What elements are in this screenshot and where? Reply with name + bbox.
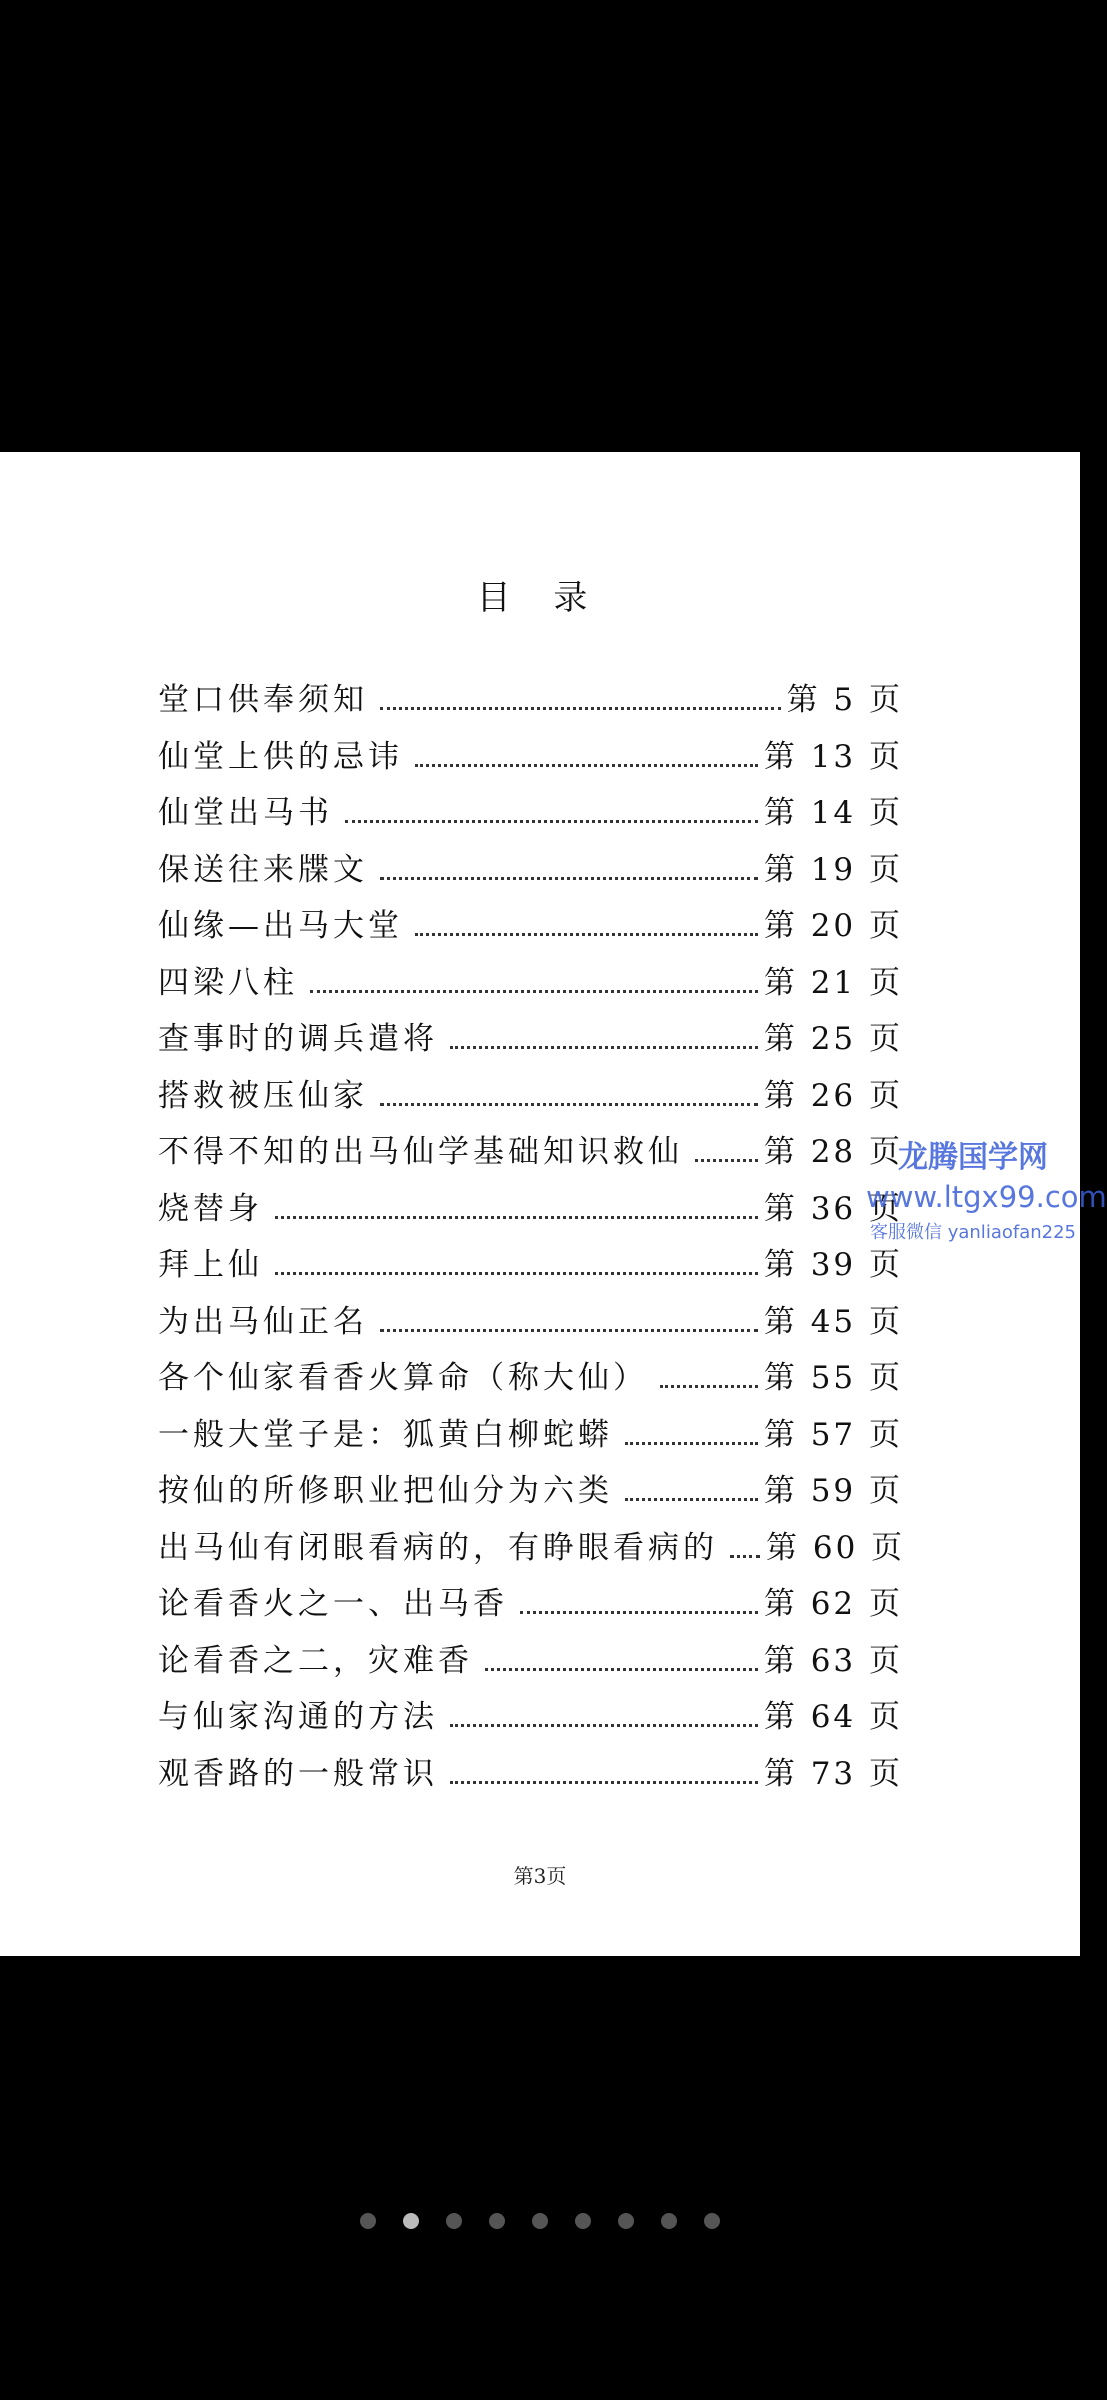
toc-entry-page: 第 64 页: [763, 1699, 903, 1735]
pager-dot[interactable]: [532, 2213, 548, 2229]
toc-entry-page: 第 45 页: [763, 1303, 903, 1340]
toc-entry-page: 第 28 页: [763, 1134, 903, 1170]
toc-entry-title: 查事时的调兵遣将: [158, 1021, 438, 1057]
page-indicator: [0, 2213, 1080, 2229]
toc-entry-title: 拜上仙: [158, 1247, 263, 1283]
toc-leader-dots: [275, 1216, 758, 1219]
toc-entry: [158, 1465, 903, 1522]
toc-entry-page: 第 26 页: [763, 1077, 903, 1114]
toc-entry-page: 第 57 页: [763, 1416, 903, 1453]
toc-entry-title: 仙堂上供的忌讳: [158, 738, 403, 775]
pager-dot[interactable]: [661, 2213, 677, 2229]
pager-dot[interactable]: [618, 2213, 634, 2229]
toc-entry-title: 论看香火之一、出马香: [158, 1586, 508, 1622]
toc-leader-dots: [660, 1385, 758, 1388]
toc-entry: [158, 1522, 906, 1579]
toc-entry-page: 第 14 页: [763, 795, 903, 831]
pager-dot[interactable]: [575, 2213, 591, 2229]
toc-entry-page: 第 13 页: [763, 738, 903, 775]
toc-entry: [158, 900, 903, 957]
toc-leader-dots: [345, 820, 758, 823]
toc-entry: [158, 731, 903, 788]
toc-entry: [158, 1691, 903, 1748]
watermark-title: 龙腾国学网: [898, 1140, 1048, 1175]
toc-entry: [158, 1296, 903, 1353]
toc-leader-dots: [310, 990, 758, 993]
toc-entry: [158, 1635, 903, 1692]
toc-entry-page: 第 62 页: [763, 1586, 903, 1622]
watermark-url: www.ltgx99.com: [866, 1180, 1107, 1214]
toc-entry-page: 第 19 页: [763, 851, 903, 888]
toc-leader-dots: [520, 1611, 758, 1614]
toc-leader-dots: [380, 877, 758, 880]
toc-entry-title: 为出马仙正名: [158, 1303, 368, 1340]
toc-leader-dots: [415, 933, 758, 936]
pager-dot[interactable]: [489, 2213, 505, 2229]
toc-leader-dots: [450, 1724, 758, 1727]
toc-entry-title: 搭救被压仙家: [158, 1077, 368, 1114]
toc-entry-page: 第 21 页: [763, 964, 903, 1001]
toc-leader-dots: [730, 1555, 760, 1558]
toc-entry: [158, 1183, 903, 1240]
toc-entry-page: 第 25 页: [763, 1021, 903, 1057]
toc-entry: [158, 1239, 903, 1296]
toc-entry-page: 第 5 页: [786, 682, 903, 718]
toc-entry-title: 堂口供奉须知: [158, 682, 368, 718]
toc-entry-page: 第 60 页: [766, 1529, 906, 1566]
toc-leader-dots: [275, 1272, 758, 1275]
toc-entry-title: 一般大堂子是：狐黄白柳蛇蟒: [158, 1416, 613, 1453]
toc-leader-dots: [450, 1781, 758, 1784]
toc-entry-title: 保送往来牒文: [158, 851, 368, 888]
watermark-contact: 客服微信 yanliaofan225: [870, 1222, 1076, 1243]
toc-entry: [158, 1070, 903, 1127]
toc-entry: [158, 1409, 903, 1466]
toc-leader-dots: [415, 764, 758, 767]
toc-entry-title: 与仙家沟通的方法: [158, 1699, 438, 1735]
toc-entry-page: 第 55 页: [763, 1360, 903, 1396]
toc-entry: [158, 1126, 903, 1183]
toc-leader-dots: [380, 1103, 758, 1106]
toc-entry-title: 烧替身: [158, 1190, 263, 1227]
document-page: [0, 452, 1107, 1956]
pager-dot[interactable]: [360, 2213, 376, 2229]
toc-leader-dots: [485, 1668, 758, 1671]
toc-entry-title: 四梁八柱: [158, 964, 298, 1001]
toc-entry: [158, 1748, 903, 1805]
toc-leader-dots: [625, 1498, 758, 1501]
toc-entry-page: 第 73 页: [763, 1755, 903, 1792]
toc-entry-page: 第 39 页: [763, 1247, 903, 1283]
page-number: 第3页: [513, 1864, 567, 1888]
toc-entry: [158, 1352, 903, 1409]
toc-entry-page: 第 36 页: [763, 1190, 903, 1227]
toc-entry-title: 仙缘—出马大堂: [158, 908, 403, 944]
toc-entry-title: 各个仙家看香火算命（称大仙）: [158, 1360, 648, 1396]
toc-leader-dots: [695, 1159, 758, 1162]
toc-entry: [158, 957, 903, 1014]
toc-entry-title: 观香路的一般常识: [158, 1755, 438, 1792]
toc-entry-title: 出马仙有闭眼看病的，有睁眼看病的: [158, 1529, 718, 1566]
toc-entry-title: 按仙的所修职业把仙分为六类: [158, 1473, 613, 1509]
toc-entry: [158, 1578, 903, 1635]
pager-dot-active[interactable]: [403, 2213, 419, 2229]
toc-entry-page: 第 59 页: [763, 1473, 903, 1509]
table-of-contents: [158, 674, 906, 1804]
toc-entry: [158, 844, 903, 901]
toc-leader-dots: [625, 1442, 758, 1445]
toc-entry: [158, 674, 903, 731]
toc-entry-title: 仙堂出马书: [158, 795, 333, 831]
toc-entry: [158, 1013, 903, 1070]
toc-leader-dots: [450, 1046, 758, 1049]
toc-entry-title: 论看香之二，灾难香: [158, 1642, 473, 1679]
toc-entry: [158, 787, 903, 844]
toc-entry-page: 第 63 页: [763, 1642, 903, 1679]
page-title: 目 录: [476, 578, 604, 618]
pager-dot[interactable]: [704, 2213, 720, 2229]
toc-entry-title: 不得不知的出马仙学基础知识救仙: [158, 1134, 683, 1170]
toc-entry-page: 第 20 页: [763, 908, 903, 944]
pager-dot[interactable]: [446, 2213, 462, 2229]
toc-leader-dots: [380, 1329, 758, 1332]
toc-leader-dots: [380, 707, 781, 710]
